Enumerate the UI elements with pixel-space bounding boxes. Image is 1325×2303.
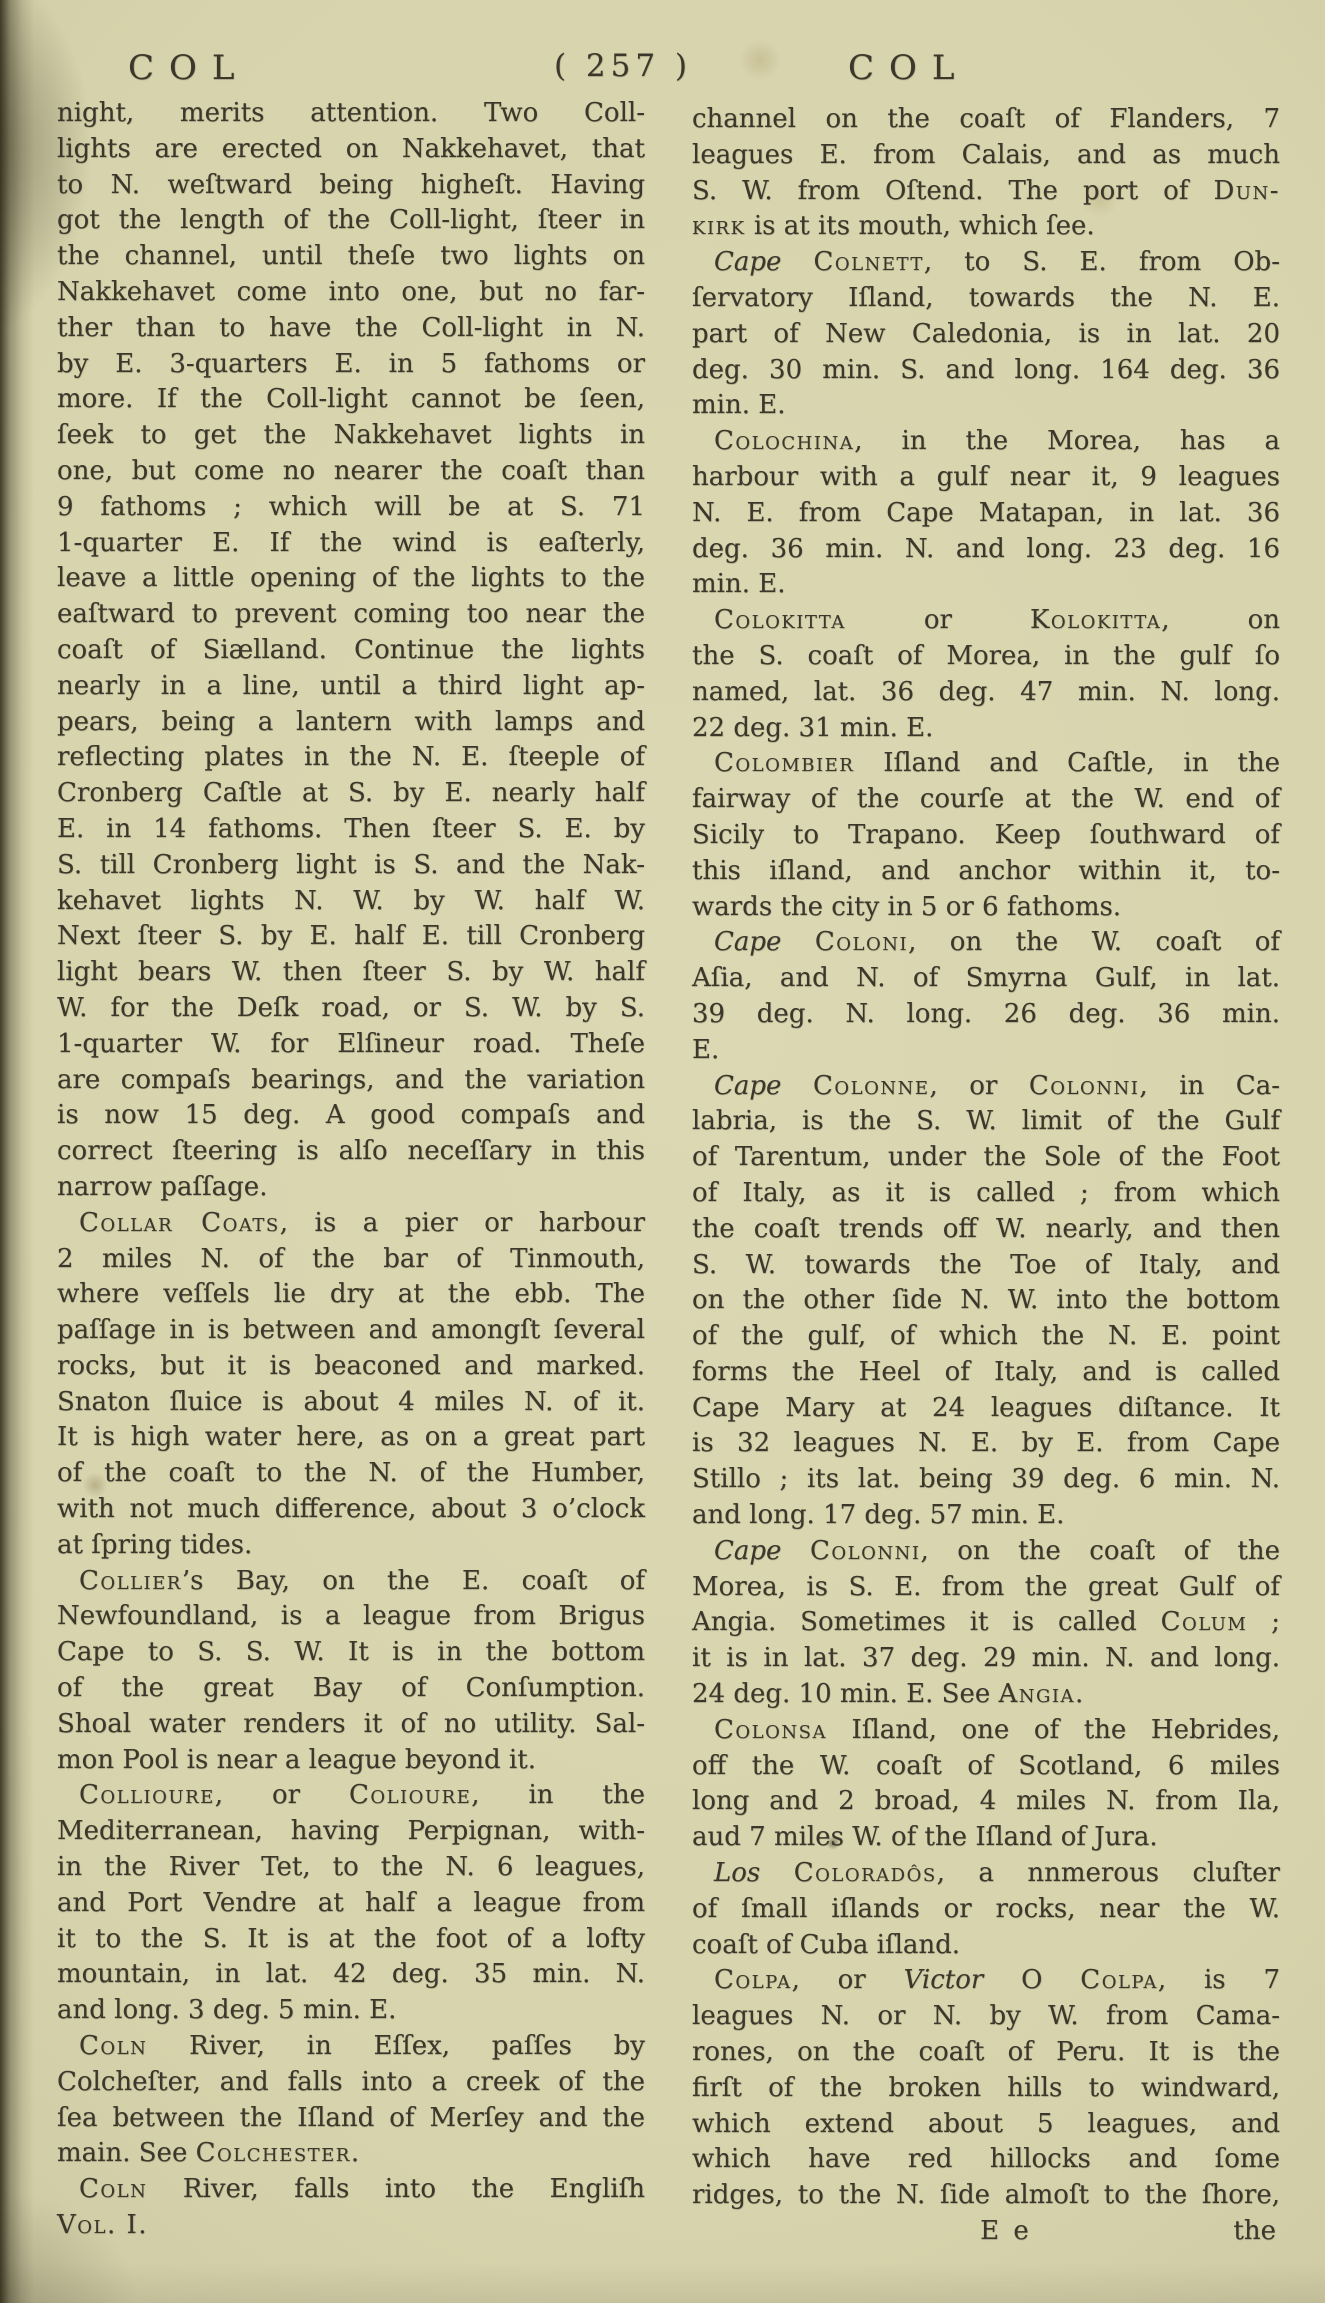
text-line [57, 239, 645, 275]
text-run: off the W. coaſt of Scotland, 6 miles [692, 1750, 1280, 1781]
text-run: the channel, until theſe two lights on [57, 241, 645, 272]
text-line [57, 1707, 645, 1743]
text-line [692, 782, 1280, 818]
text-run: the S. coaſt of Morea, in the gulf ſo [692, 640, 1280, 671]
text-line [57, 1599, 645, 1635]
text-line [692, 1641, 1280, 1677]
text-run: named, lat. 36 deg. 47 min. N. long. [692, 676, 1280, 707]
text-line [57, 132, 645, 168]
text-line [692, 925, 1280, 961]
text-run: is at its mouth, which ſee. [745, 211, 1095, 242]
text-run: mountain, in lat. 42 deg. 35 min. N. [57, 1959, 645, 1990]
text-line [57, 2029, 645, 2065]
text-run: Victor [903, 1965, 984, 1996]
text-line [692, 746, 1280, 782]
text-line [692, 1856, 1280, 1892]
text-run: ſea between the Iſland of Merſey and the [57, 2102, 645, 2133]
text-line [692, 2107, 1280, 2143]
text-line [692, 675, 1280, 711]
text-run: E e [980, 2216, 1032, 2247]
text-line [57, 2208, 645, 2244]
text-run: min. E. [692, 390, 786, 421]
text-run: deg. 30 min. S. and long. 164 deg. 36 [692, 354, 1280, 385]
text-run: Nakkehavet come into one, but no far- [57, 276, 645, 307]
text-line [57, 1134, 645, 1170]
text-line [692, 209, 1280, 245]
text-line [57, 382, 645, 418]
running-title-right: COL [848, 48, 970, 88]
text-run: rones, on the coaſt of Peru. It is the [692, 2037, 1280, 2068]
text-run: Iſland and Caſtle, in the [854, 748, 1280, 779]
text-run: paſſage in is between and amongſt ſeveral [57, 1315, 645, 1346]
text-run: Colpa [1080, 1965, 1158, 1996]
text-run: Coln [79, 2031, 148, 2062]
text-run: and long. 3 deg. 5 min. E. [57, 1995, 397, 2026]
text-run: . [350, 2138, 360, 2169]
text-run: Colonsa [714, 1714, 827, 1745]
text-run: S. W. towards the Toe of Italy, and [692, 1249, 1280, 1280]
text-line [57, 1635, 645, 1671]
text-line [57, 1886, 645, 1922]
text-run: kehavet lights N. W. by W. half W. [57, 885, 645, 916]
text-run: O [983, 1965, 1081, 1996]
text-run: is now 15 deg. A good compaſs and [57, 1100, 645, 1131]
text-line [57, 1671, 645, 1707]
text-line [692, 1892, 1280, 1928]
text-run: coaſt of Siælland. Continue the lights [57, 634, 645, 665]
text-line [57, 1349, 645, 1385]
text-run: Cape [714, 1070, 813, 1101]
text-line [692, 1928, 1280, 1964]
text-run: 2 miles N. of the bar of Tinmouth, [57, 1243, 645, 1274]
text-run: N. E. from Cape Matapan, in lat. 36 [692, 497, 1280, 528]
text-line [57, 347, 645, 383]
text-run: Colum [1160, 1607, 1248, 1638]
text-line [57, 454, 645, 490]
text-run: this iſland, and anchor within it, to- [692, 855, 1280, 886]
text-line [692, 174, 1280, 210]
text-line [57, 418, 645, 454]
text-line [57, 1206, 645, 1242]
text-run: fairway of the courſe at the W. end of [692, 784, 1280, 815]
text-line [692, 1713, 1280, 1749]
text-line [692, 2142, 1280, 2178]
text-run: Cape Mary at 24 leagues diſtance. It [692, 1392, 1280, 1423]
text-run: E. [692, 1034, 720, 1065]
text-run: narrow paſſage. [57, 1171, 268, 1202]
text-run: Coln [79, 2174, 148, 2205]
text-column-left [57, 96, 645, 2244]
text-run: 9 fathoms ; which will be at S. 71 [57, 491, 645, 522]
text-run: 24 deg. 10 min. E. See [692, 1679, 999, 1710]
text-run: , or [791, 1965, 904, 1996]
text-run: River, falls into the Engliſh [147, 2174, 645, 2205]
text-run: It is high water here, as on a great part [57, 1422, 645, 1453]
text-run: Next ſteer S. by E. half E. till Cronberg [57, 921, 645, 952]
text-line [57, 203, 645, 239]
text-line [692, 711, 1280, 747]
text-line [692, 460, 1280, 496]
text-run: 22 deg. 31 min. E. [692, 712, 934, 743]
text-line [57, 955, 645, 991]
text-run: eaſtward to prevent coming too near the [57, 599, 645, 630]
text-line [692, 138, 1280, 174]
text-line [57, 597, 645, 633]
text-run: ridges, to the N. ſide almoſt to the ſhore, [692, 2180, 1280, 2211]
text-run: which extend about 5 leagues, and [692, 2108, 1280, 2139]
text-line [57, 275, 645, 311]
text-run: Colnett [813, 247, 924, 278]
text-run: leave a little opening of the lights to the [57, 563, 645, 594]
text-line [692, 961, 1280, 997]
text-line [57, 1098, 645, 1134]
text-line [692, 1248, 1280, 1284]
text-run: more. If the Coll-light cannot be ſeen, [57, 384, 645, 415]
text-line [692, 1212, 1280, 1248]
text-run: of ſmall iſlands or rocks, near the W. [692, 1893, 1280, 1924]
text-run: and long. 17 deg. 57 min. E. [692, 1500, 1065, 1531]
text-line [692, 1749, 1280, 1785]
text-run: Colioure [348, 1780, 472, 1811]
text-line [57, 1814, 645, 1850]
text-run: , is a pier or harbour [279, 1207, 645, 1238]
text-run: , or [214, 1780, 349, 1811]
text-line [57, 669, 645, 705]
text-line [692, 496, 1280, 532]
text-line [692, 102, 1280, 138]
text-run: deg. 36 min. N. and long. 23 deg. 16 [692, 533, 1280, 564]
text-run: forms the Heel of Italy, and is called [692, 1356, 1280, 1387]
text-run: Colchester [195, 2138, 351, 2169]
text-line [692, 1820, 1280, 1856]
text-line [57, 776, 645, 812]
text-line [57, 168, 645, 204]
text-line [692, 639, 1280, 675]
text-line [692, 1677, 1280, 1713]
text-run: part of New Caledonia, is in lat. 20 [692, 318, 1280, 349]
text-run: Los [714, 1858, 794, 1889]
text-line [57, 919, 645, 955]
text-line [57, 1456, 645, 1492]
text-run: , or [929, 1070, 1029, 1101]
text-run: are compaſs bearings, and the variation [57, 1064, 645, 1095]
text-run: , in the [471, 1780, 645, 1811]
text-line [57, 2136, 645, 2172]
text-line [692, 2178, 1280, 2214]
text-run: reflecting plates in the N. E. ſteeple of [57, 742, 645, 773]
text-line [57, 96, 645, 132]
text-run: Colonne [812, 1070, 930, 1101]
text-line [692, 603, 1280, 639]
text-line [692, 818, 1280, 854]
text-run: 1-quarter E. If the wind is eaſterly, [57, 527, 645, 558]
running-title-left: COL [128, 48, 250, 88]
text-run: rocks, but it is beaconed and marked. [57, 1350, 645, 1381]
text-line [57, 1993, 645, 2029]
text-line [692, 2035, 1280, 2071]
text-run: is 32 leagues N. E. by E. from Cape [692, 1428, 1280, 1459]
text-line [692, 1498, 1280, 1534]
text-run: or [845, 605, 1030, 636]
text-run: Colcheſter, and falls into a creek of the [57, 2066, 645, 2097]
text-run: Colonni [1028, 1070, 1140, 1101]
text-line [692, 353, 1280, 389]
text-run: of Italy, as it is called ; from which [692, 1177, 1280, 1208]
text-line [692, 1605, 1280, 1641]
text-line [692, 2071, 1280, 2107]
text-run: Kolokitta [1029, 605, 1162, 636]
text-line [692, 1784, 1280, 1820]
text-run: pears, being a lantern with lamps and [57, 706, 645, 737]
text-run: Colpa [714, 1965, 792, 1996]
text-run: nearly in a line, until a third light ap- [57, 670, 645, 701]
text-run: , in Ca- [1139, 1070, 1280, 1101]
text-run: channel on the coaſt of Flanders, 7 [692, 104, 1280, 134]
text-line [57, 2172, 645, 2208]
text-run: at ſpring tides. [57, 1529, 253, 1560]
text-run: long and 2 broad, 4 miles N. from Ila, [692, 1786, 1280, 1817]
text-run: Collioure [79, 1780, 215, 1811]
text-line [692, 854, 1280, 890]
text-line [57, 2065, 645, 2101]
text-line [692, 1104, 1280, 1140]
text-run: S. till Cronberg light is S. and the Nak- [57, 849, 645, 880]
text-line [57, 1420, 645, 1456]
text-line [692, 1462, 1280, 1498]
text-run: Cape [714, 247, 814, 278]
text-run: Colombier [714, 748, 855, 779]
text-run: Cape to S. S. W. It is in the bottom [57, 1637, 645, 1668]
text-run: , a nnmerous cluſter [936, 1858, 1280, 1889]
text-run: Cape [714, 927, 815, 958]
text-line [57, 884, 645, 920]
text-run: got the length of the Coll-light, ſteer in [57, 205, 645, 236]
text-line [57, 1492, 645, 1528]
text-line [692, 1391, 1280, 1427]
text-line [57, 1313, 645, 1349]
text-line [57, 2101, 645, 2137]
text-run: of the gulf, of which the N. E. point [692, 1321, 1280, 1352]
text-run: Dun- [1213, 175, 1280, 206]
text-line [57, 1528, 645, 1564]
text-line [57, 526, 645, 562]
text-run: Vol. I. [57, 2210, 149, 2241]
text-run: wards the city in 5 or 6 fathoms. [692, 891, 1122, 922]
text-run: to N. weſtward being higheſt. Having [57, 169, 645, 200]
text-run: kirk [692, 211, 746, 242]
text-line [57, 740, 645, 776]
text-line [57, 1743, 645, 1779]
text-line [692, 1570, 1280, 1606]
text-line [692, 1534, 1280, 1570]
text-run: ſeek to get the Nakkehavet lights in [57, 420, 645, 451]
text-run: Angia. Sometimes it is called [692, 1607, 1161, 1638]
text-run: lights are erected on Nakkehavet, that [57, 133, 645, 164]
text-line [57, 1564, 645, 1600]
text-run: leagues E. from Calais, and as much [692, 139, 1280, 170]
text-run: Angia [998, 1679, 1076, 1710]
text-run: and Port Vendre at half a league from [57, 1887, 645, 1918]
text-run: harbour with a gulf near it, 9 leagues [692, 461, 1280, 492]
text-run: Coloradôs [793, 1858, 937, 1889]
text-run: firſt of the broken hills to windward, [692, 2072, 1280, 2103]
text-line [57, 490, 645, 526]
text-run: Colochina [714, 426, 855, 457]
text-run: the coaſt trends off W. nearly, and then [692, 1213, 1280, 1244]
text-line [57, 812, 645, 848]
text-line [57, 1277, 645, 1313]
text-run: , on the W. coaſt of [908, 927, 1280, 958]
text-run: Collar Coats [79, 1207, 280, 1238]
page-number: ( 257 ) [553, 48, 693, 84]
text-line [692, 1355, 1280, 1391]
text-line [692, 567, 1280, 603]
text-run: of the great Bay of Conſumption. [57, 1673, 645, 1704]
text-run: it is in lat. 37 deg. 29 min. N. and long. [692, 1643, 1280, 1674]
text-line [692, 1283, 1280, 1319]
text-run: , to S. E. from Ob- [923, 247, 1280, 278]
text-run: . [1075, 1679, 1084, 1710]
text-run: E. in 14 fathoms. Then ſteer S. E. by [57, 813, 645, 844]
text-line [57, 991, 645, 1027]
text-run: Snaton ſluice is about 4 miles N. of it. [57, 1386, 645, 1417]
text-run: by E. 3-quarters E. in 5 fathoms or [57, 348, 645, 379]
text-line [692, 1069, 1280, 1105]
text-run: leagues N. or N. by W. from Cama- [692, 2001, 1280, 2032]
text-line [57, 1922, 645, 1958]
text-run: light bears W. then ſteer S. by W. half [57, 957, 645, 988]
text-run: of Tarentum, under the Sole of the Foot [692, 1142, 1280, 1173]
text-run: , in the Morea, has a [854, 426, 1280, 457]
text-line [57, 633, 645, 669]
text-run: Colonni [809, 1535, 921, 1566]
text-run: in the River Tet, to the N. 6 leagues, [57, 1852, 645, 1883]
text-run: , is 7 [1157, 1965, 1280, 1996]
text-run: W. for the Deſk road, or S. W. by S. [57, 992, 645, 1023]
text-run: Cronberg Caſtle at S. by E. nearly half [57, 778, 645, 809]
text-run: Iſland, one of the Hebrides, [826, 1714, 1280, 1745]
text-run: the [1233, 2216, 1276, 2247]
text-run: of the coaſt to the N. of the Humber, [57, 1458, 645, 1489]
text-run: ; [1247, 1607, 1280, 1638]
text-run: Mediterranean, having Perpignan, with- [57, 1816, 645, 1847]
text-line [57, 705, 645, 741]
text-run: , on [1161, 605, 1280, 636]
text-run: Collier [79, 1565, 182, 1596]
text-line [692, 890, 1280, 926]
text-line [692, 1140, 1280, 1176]
text-line [57, 1027, 645, 1063]
text-line [57, 1385, 645, 1421]
text-line [692, 245, 1280, 281]
text-run: Shoal water renders it of no utility. Sal- [57, 1708, 645, 1739]
text-run: Aſia, and N. of Smyrna Gulf, in lat. [692, 963, 1280, 994]
text-line [57, 1850, 645, 1886]
text-line [57, 561, 645, 597]
text-run: mon Pool is near a league beyond it. [57, 1744, 536, 1775]
text-line [692, 1999, 1280, 2035]
text-line [692, 1176, 1280, 1212]
text-run: on the other ſide N. W. into the bottom [692, 1285, 1280, 1316]
text-run: main. See [57, 2138, 196, 2169]
text-run: 39 deg. N. long. 26 deg. 36 min. [692, 998, 1280, 1029]
text-run: Morea, is S. E. from the great Gulf of [692, 1571, 1280, 1602]
text-line [57, 1063, 645, 1099]
text-run: River, in Eſſex, paſſes by [147, 2031, 645, 2062]
text-line [692, 1033, 1280, 1069]
text-line [692, 424, 1280, 460]
text-line [692, 1426, 1280, 1462]
text-run: 1-quarter W. for Elſineur road. Theſe [57, 1028, 645, 1059]
text-line [692, 281, 1280, 317]
text-run: ſervatory Iſland, towards the N. E. [692, 282, 1280, 313]
text-run: min. E. [692, 569, 786, 600]
text-column-right [692, 102, 1280, 2250]
text-line [692, 1963, 1280, 1999]
text-line [57, 848, 645, 884]
text-run: Newfoundland, is a league from Brigus [57, 1601, 645, 1632]
text-run: which have red hillocks and ſome [692, 2144, 1280, 2175]
text-run: Stillo ; its lat. being 39 deg. 6 min. N. [692, 1464, 1280, 1495]
text-run: Colokitta [714, 605, 846, 636]
text-line [692, 997, 1280, 1033]
text-run: one, but come no nearer the coaſt than [57, 455, 645, 486]
text-run: aud 7 miles W. of the Iſland of Jura. [692, 1822, 1158, 1853]
text-run: Coloni [814, 927, 909, 958]
text-run: correct ſteering is alſo neceſſary in this [57, 1136, 645, 1167]
text-run: coaſt of Cuba iſland. [692, 1929, 961, 1960]
text-line [57, 1242, 645, 1278]
text-run: with not much difference, about 3 o’clock [57, 1494, 645, 1525]
text-run: it to the S. It is at the foot of a lofty [57, 1923, 645, 1954]
text-line [692, 2214, 1280, 2250]
text-run: labria, is the S. W. limit of the Gulf [692, 1106, 1280, 1137]
text-line [57, 1170, 645, 1206]
text-run: ther than to have the Coll-light in N. [57, 312, 645, 343]
text-line [57, 1778, 645, 1814]
text-run: Cape [714, 1535, 810, 1566]
text-line [692, 317, 1280, 353]
text-run: Sicily to Trapano. Keep ſouthward of [692, 819, 1280, 850]
text-run: , on the coaſt of the [920, 1535, 1280, 1566]
text-run: ’s Bay, on the E. coaſt of [181, 1565, 645, 1596]
text-line [57, 1957, 645, 1993]
text-line [692, 388, 1280, 424]
text-line [57, 311, 645, 347]
text-run: S. W. from Oſtend. The port of [692, 175, 1214, 206]
text-run: where veſſels lie dry at the ebb. The [57, 1279, 645, 1310]
text-line [692, 1319, 1280, 1355]
text-line [692, 532, 1280, 568]
text-run: night, merits attention. Two Coll- [57, 98, 645, 128]
